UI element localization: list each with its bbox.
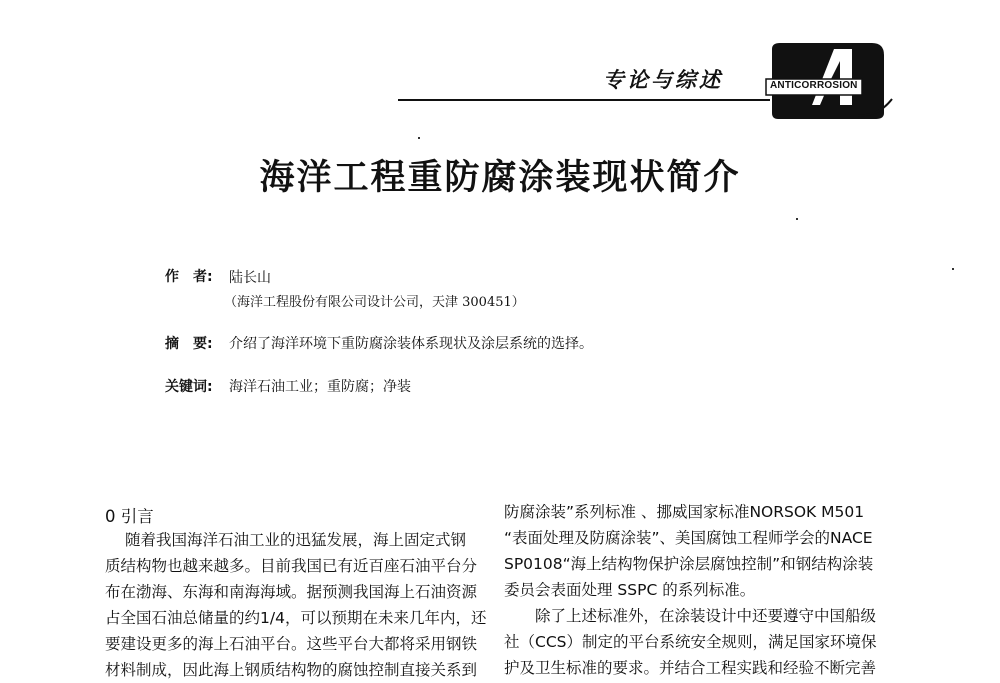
body-line: 质结构物也越来越多。目前我国已有近百座石油平台分 [105, 557, 478, 575]
scan-dot [796, 218, 798, 220]
body-line: 随着我国海洋石油工业的迅猛发展，海上固定式钢 [125, 531, 467, 549]
abstract-label: 摘 要: [165, 336, 213, 352]
abstract-text: 介绍了海洋环境下重防腐涂装体系现状及涂层系统的选择。 [229, 336, 593, 352]
body-line: 要建设更多的海上石油平台。这些平台大都将采用钢铁 [105, 635, 478, 653]
body-line: 防腐涂装”系列标准 、挪威国家标准NORSOK M501 [504, 503, 865, 521]
journal-section-title: 专论与综述 [603, 68, 723, 92]
author-name: 陆长山 [229, 270, 271, 286]
header-rule [398, 99, 770, 101]
body-line: 护及卫生标准的要求。并结合工程实践和经验不断完善 [504, 659, 877, 677]
article-title: 海洋工程重防腐涂装现状简介 [259, 158, 741, 198]
logo-text: ANTICORROSION [770, 80, 858, 91]
body-line: 除了上述标准外，在涂装设计中还要遵守中国船级 [535, 607, 877, 625]
body-line: SP0108“海上结构物保护涂层腐蚀控制”和钢结构涂装 [504, 555, 874, 573]
body-line: 布在渤海、东海和南海海域。据预测我国海上石油资源 [105, 583, 478, 601]
section-heading: 0 引言 [105, 507, 154, 526]
body-line: 社（CCS）制定的平台系统安全规则，满足国家环境保 [504, 633, 877, 651]
body-line: “表面处理及防腐涂装”、美国腐蚀工程师学会的NACE [504, 529, 873, 547]
keywords-text: 海洋石油工业；重防腐；净装 [229, 379, 411, 395]
author-affiliation: （海洋工程股份有限公司设计公司，天津 300451） [224, 295, 525, 310]
scan-dot [418, 137, 420, 139]
body-line: 占全国石油总储量的约1/4，可以预期在未来几年内，还 [105, 609, 487, 627]
body-line: 委员会表面处理 SSPC 的系列标准。 [504, 581, 756, 599]
keywords-label: 关键词: [165, 379, 213, 395]
author-label: 作 者: [165, 269, 213, 285]
scan-dot [952, 268, 954, 270]
body-line: 材料制成，因此海上钢质结构物的腐蚀控制直接关系到 [105, 661, 478, 679]
